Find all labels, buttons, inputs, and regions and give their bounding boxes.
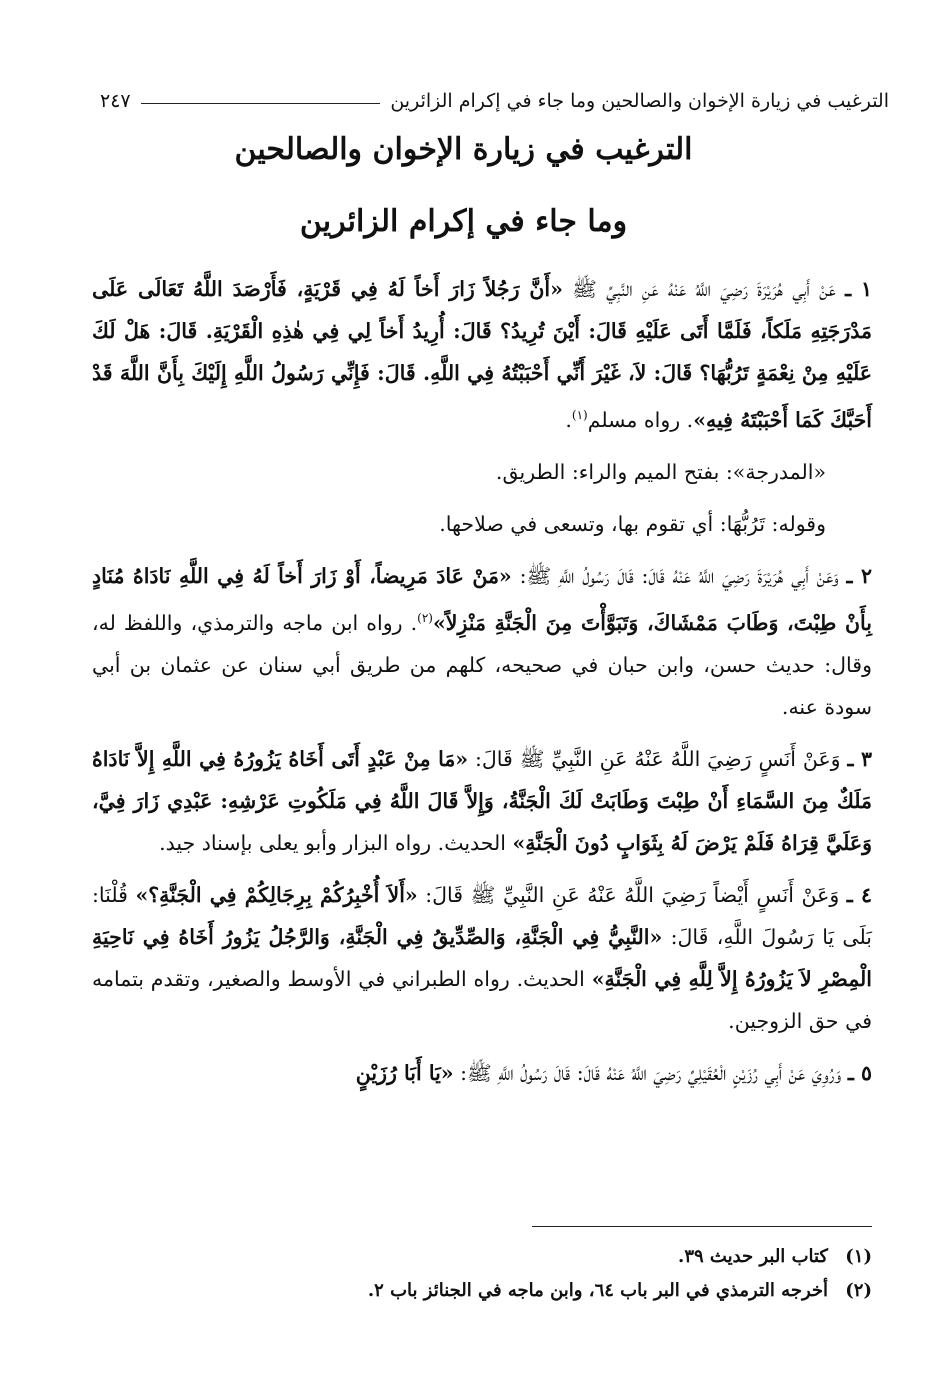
hadith-quote: «النَّبِيُّ فِي الْجَنَّةِ، وَالصِّدِّيقُ فِي الْجَنَّةِ، وَالرَّجُلُ يَزُورُ أَخَاهُ فِي نَاحِيَةِ الْمِصْرِ لاَ يَزُورُهُ إِلاَّ لِلَّهِ فِي الْجَنَّةِ» — [92, 924, 872, 991]
page-number: ٢٤٧ — [100, 90, 131, 112]
running-title: الترغيب في زيارة الإخوان والصالحين وما جاء في إكرام الزائرين — [390, 90, 889, 112]
chapter-title-line-1: الترغيب في زيارة الإخوان والصالحين — [234, 132, 693, 167]
explanation-note: «المدرجة»: بفتح الميم والراء: الطريق. — [495, 459, 826, 484]
footnote-text: كتاب البر حديث ٣٩. — [678, 1246, 828, 1267]
hadith-number: ٤ ـ — [846, 882, 872, 907]
hadith-isnad: عَنْ أَبِي هُرَيْرَةَ رَضِيَ اللَّهُ عَنْهُ عَنِ النَّبِيِّ ﷺ — [562, 277, 836, 301]
running-header — [100, 86, 889, 116]
hadith-quote: «مَا مِنْ عَبْدٍ أَتَى أَخَاهُ يَزُورُهُ فِي اللَّهِ إِلاَّ نَادَاهُ مَلَكٌ مِنَ السَّمَاءِ أَنْ طِبْتَ وَطَابَتْ لَكَ الْجَنَّةُ، وَإِلاَّ قَالَ اللَّهُ فِي مَلَكُوتِ عَرْشِهِ: عَبْدِي زَارَ فِيَّ، وَعَلَيَّ قِرَاهُ فَلَمْ يَرْضَ لَهُ بِثَوَابٍ دُونَ الْجَنَّةِ» — [92, 746, 872, 855]
hadith-source: الحديث. رواه البزار وأبو يعلى بإسناد جيد. — [159, 830, 513, 855]
hadith-quote: «يَا أَبَا رُزَيْنٍ — [355, 1060, 454, 1085]
footnotes — [92, 1240, 872, 1308]
footnote-marker: (٢) — [845, 1280, 872, 1301]
hadith-isnad: وَعَنْ أَبِي هُرَيْرَةَ رَضِيَ اللَّهُ عَنْهُ قَالَ: قَالَ رَسُولُ اللَّهِ ﷺ: — [511, 563, 839, 588]
footnote — [92, 1240, 872, 1274]
footnote — [92, 1274, 872, 1308]
hadith-quote: «أَلاَ أُخْبِرُكُمْ بِرِجَالِكُمْ فِي الْجَنَّةِ؟» — [135, 882, 418, 907]
chapter-title-line-2: وما جاء في إكرام الزائرين — [299, 204, 628, 239]
hadith-number: ٢ ـ — [846, 563, 872, 588]
body-text — [92, 268, 872, 1094]
hadith-isnad: وَعَنْ أَنَسٍ رَضِيَ اللَّهُ عَنْهُ عَنِ النَّبِيِّ ﷺ قَالَ: — [468, 746, 841, 771]
hadith-number: ١ ـ — [845, 277, 872, 301]
hadith-number: ٣ ـ — [847, 746, 872, 771]
hadith-quote: «مَنْ عَادَ مَرِيضاً، أَوْ زَارَ أَخاً لَهُ فِي اللَّهِ نَادَاهُ مُنَادٍ بِأَنْ طِبْتَ، وَطَابَ مَمْشَاكَ، وَتَبَوَّأْتَ مِنَ الْجَنَّةِ مَنْزِلاً» — [92, 563, 872, 635]
hadith-3 — [92, 738, 872, 864]
hadith-isnad: وَعَنْ أَنَسٍ أَيْضاً رَضِيَ اللَّهُ عَنْهُ عَنِ النَّبِيِّ ﷺ قَالَ: — [417, 882, 840, 907]
header-rule — [141, 103, 381, 104]
hadith-1: ١ ـ عَنْ أَبِي هُرَيْرَةَ رَضِيَ اللَّهُ عَنْهُ عَنِ النَّبِيِّ ﷺ «أَنَّ رَجُلاً زَارَ أَخاً لَهُ فِي قَرْيَةٍ، فَأَرْصَدَ اللَّهُ تَعَالَى عَلَى مَدْرَجَتِهِ مَلَكاً، فَلَمَّا أَتَى عَلَيْهِ قَالَ: أَيْنَ تُرِيدُ؟ قَالَ: أُرِيدُ أَخاً لِي فِي هٰذِهِ الْقَرْيَةِ. قَالَ: هَلْ لَكَ عَلَيْهِ مِنْ نِعْمَةٍ تَرُبُّهَا؟ قَالَ: لاَ، غَيْرَ أَنِّي أَحْبَبْتُهُ فِي اللَّهِ. قَالَ: فَإِنِّي رَسُولُ اللَّهِ إِلَيْكَ بِأَنَّ اللَّهَ قَدْ أَحَبَّكَ كَمَا أَحْبَبْتَهُ فِيهِ». رواه مسلم$^{(١)}$. — [92, 277, 872, 432]
hadith-number: ٥ ـ — [847, 1060, 872, 1085]
hadith-source: . رواه مسلم — [587, 407, 694, 432]
footnote-ref: (١) — [571, 408, 588, 422]
hadith-source: . رواه ابن ماجه والترمذي، واللفظ له، وقال: حديث حسن، وابن حبان في صحيحه، كلهم من طريق أبي سنان عن عثمان بن أبي سودة عنه. — [92, 610, 872, 719]
hadith-4 — [92, 874, 872, 1042]
footnote-ref: (٢) — [417, 610, 433, 625]
hadith-quote: «أَنَّ رَجُلاً زَارَ أَخاً لَهُ فِي قَرْيَةٍ، فَأَرْصَدَ اللَّهُ تَعَالَى عَلَى مَدْرَجَتِهِ مَلَكاً، فَلَمَّا أَتَى عَلَيْهِ قَالَ: أَيْنَ تُرِيدُ؟ قَالَ: أُرِيدُ أَخاً لِي فِي هٰذِهِ الْقَرْيَةِ. قَالَ: هَلْ لَكَ عَلَيْهِ مِنْ نِعْمَةٍ تَرُبُّهَا؟ قَالَ: لاَ، غَيْرَ أَنِّي أَحْبَبْتُهُ فِي اللَّهِ. قَالَ: فَإِنِّي رَسُولُ اللَّهِ إِلَيْكَ بِأَنَّ اللَّهَ قَدْ أَحَبَّكَ كَمَا أَحْبَبْتَهُ فِيهِ» — [92, 277, 872, 432]
hadith-isnad: وَرُوِيَ عَنْ أَبِي رُزَيْنٍ الْعُقَيْلِيِّ رَضِيَ اللَّهُ عَنْهُ قَالَ: قَالَ رَسُولُ اللَّهِ ﷺ: — [453, 1060, 842, 1085]
footnote-text: أخرجه الترمذي في البر باب ٦٤، وابن ماجه في الجنائز باب ٢. — [367, 1280, 828, 1301]
hadith-5 — [92, 1052, 872, 1094]
explanation-note: وقوله: تَرُبُّهَا: أي تقوم بها، وتسعى في صلاحها. — [439, 511, 826, 536]
footnote-marker: (١) — [845, 1246, 872, 1267]
hadith-source: الحديث. رواه الطبراني في الأوسط والصغير، وتقدم بتمامه في حق الزوجين. — [92, 966, 872, 1033]
hadith-2 — [92, 555, 872, 728]
hadith-dialogue: قُلْنَا: بَلَى يَا رَسُولَ اللَّهِ، قَالَ: — [92, 882, 873, 949]
footnote-rule — [532, 1226, 872, 1227]
